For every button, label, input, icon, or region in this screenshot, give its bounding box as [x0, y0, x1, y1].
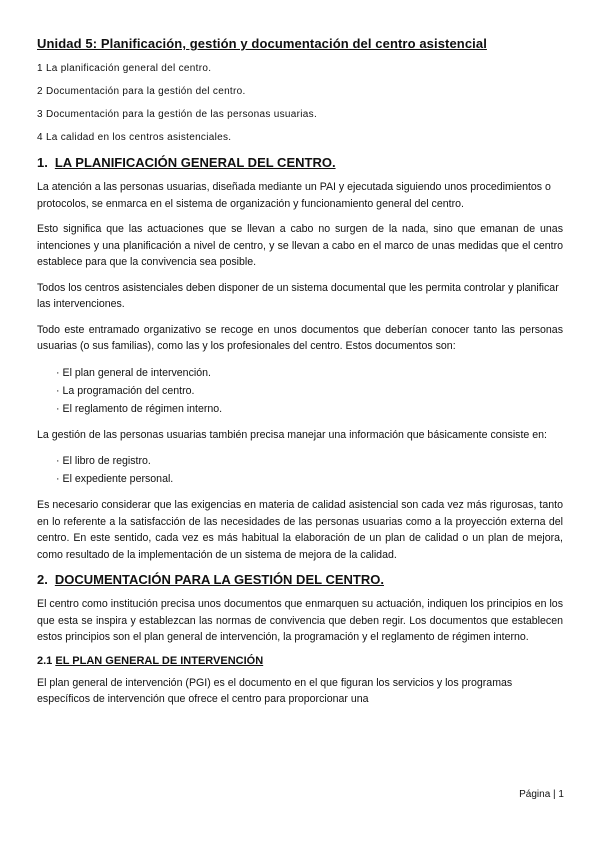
section-number: 2. — [37, 572, 48, 587]
page-number: Página | 1 — [519, 789, 564, 800]
paragraph: El plan general de intervención (PGI) es el documento en el que figuran los servicios y los programas específicos de intervención que ofrece el centro para proporcionar una — [37, 676, 513, 705]
information-list — [56, 452, 563, 488]
documents-list — [56, 364, 563, 418]
subsection-number: 2.1 — [37, 654, 53, 667]
page-title: Unidad 5: Planificación, gestión y documentación del centro asistencial — [37, 36, 487, 51]
list-item: · El reglamento de régimen interno. — [56, 402, 223, 415]
paragraph: Es necesario considerar que las exigencias en materia de calidad asistencial son cada vez más rigurosas, tanto en lo referente a la satisfacción de las necesidades de las personas usuarias como a la proyección externa del centro. En este sentido, cada vez es más habitual la elaboración de un plan de calidad o un plan de mejora, como resultado de la implementación de un sistema de mejora de la calidad. — [37, 499, 563, 561]
table-of-contents — [37, 63, 563, 144]
toc-item: 4 La calidad en los centros asistenciales. — [37, 132, 232, 143]
list-item: · El expediente personal. — [56, 473, 174, 485]
section-2-heading — [37, 572, 563, 587]
paragraph: El centro como institución precisa unos documentos que enmarquen su actuación, indiquen los principios en los que esta se inspira y establezcan las normas de convivencia que deben regir. Los documentos que establecen estos principios son el plan general de intervención, la programación y el reglamento de régimen interno. — [37, 598, 563, 643]
bullet-icon: · — [56, 366, 60, 379]
section-number: 1. — [37, 155, 48, 170]
paragraph: La atención a las personas usuarias, diseñada mediante un PAI y ejecutada siguiendo unos procedimientos o protocolos, se enmarca en el sistema de organización y funcionamiento general del centro. — [37, 181, 551, 210]
section-title: DOCUMENTACIÓN PARA LA GESTIÓN DEL CENTRO. — [54, 572, 384, 587]
subsection-heading — [37, 655, 563, 667]
list-item: · El libro de registro. — [56, 455, 151, 467]
paragraph: Esto significa que las actuaciones que se llevan a cabo no surgen de la nada, sino que emanan de unas intenciones y una planificación a nivel de centro, y se llevan a cabo en el marco de unas medidas que el centro establece para que la convivencia sea posible. — [37, 223, 563, 268]
section-title: LA PLANIFICACIÓN GENERAL DEL CENTRO. — [54, 155, 336, 170]
subsection-title: EL PLAN GENERAL DE INTERVENCIÓN — [55, 654, 264, 667]
section-1-heading — [37, 155, 563, 170]
toc-item: 2 Documentación para la gestión del centro. — [37, 86, 246, 97]
bullet-icon: · — [56, 455, 60, 467]
bullet-icon: · — [56, 384, 60, 397]
paragraph: Todo este entramado organizativo se recoge en unos documentos que deberían conocer tanto las personas usuarias (o sus familias), como las y los profesionales del centro. Estos documentos son: — [37, 323, 563, 352]
list-item: · El plan general de intervención. — [56, 366, 211, 379]
list-item: · La programación del centro. — [56, 384, 195, 397]
bullet-icon: · — [56, 473, 60, 485]
paragraph: Todos los centros asistenciales deben disponer de un sistema documental que les permita controlar y planificar las intervenciones. — [37, 281, 559, 310]
toc-item: 1 La planificación general del centro. — [37, 63, 212, 74]
toc-item: 3 Documentación para la gestión de las personas usuarias. — [37, 109, 318, 120]
bullet-icon: · — [56, 402, 60, 415]
paragraph: La gestión de las personas usuarias también precisa manejar una información que básicamente consiste en: — [37, 428, 547, 441]
